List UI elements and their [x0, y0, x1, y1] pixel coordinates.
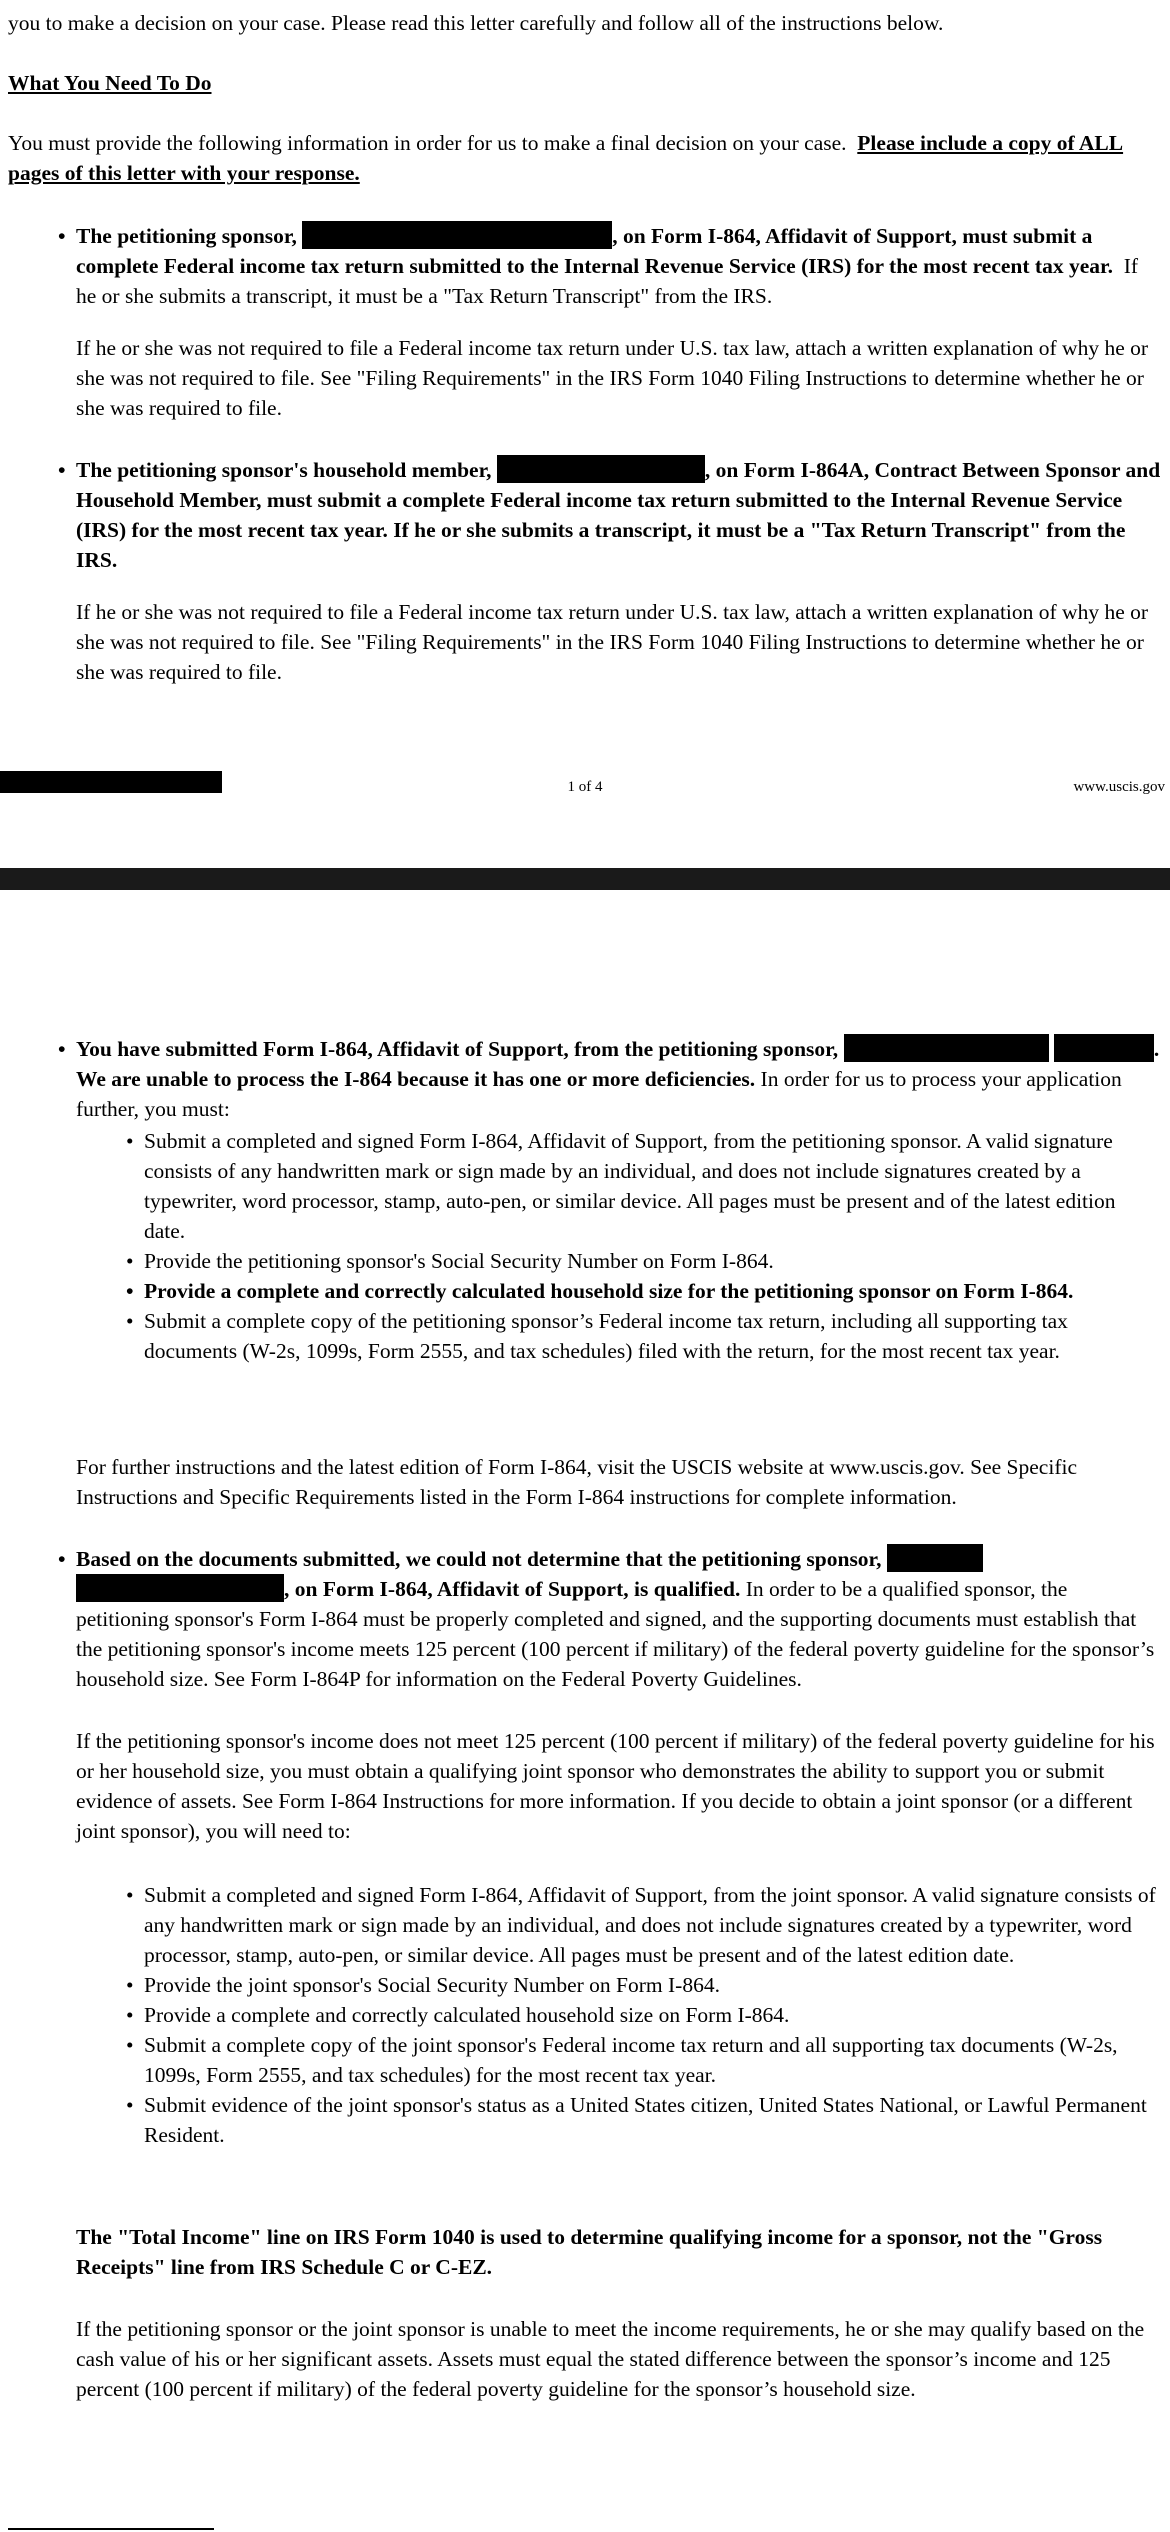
letter-page-1 [0, 0, 1170, 870]
list-item: • Provide the joint sponsor's Social Security Number on Form I-864. [126, 1970, 1162, 2000]
must-provide-paragraph [8, 128, 1158, 188]
bullet-4-lead: Based on the documents submitted, we could not determine that the petitioning sponsor, [76, 1547, 882, 1571]
intro-line: you to make a decision on your case. Please read this letter carefully and follow all of the instructions below. [8, 11, 944, 35]
bullet-1-tail: If he or she submits a transcript, it must be a "Tax Return Transcript" from the IRS. [76, 254, 1139, 308]
list-item: • Submit a completed and signed Form I-864, Affidavit of Support, from the petitioning sponsor. A valid signature consists of any handwritten mark or sign made by an individual, and does not include signatures created by a typewriter, word processor, stamp, auto-pen, or similar device. All pages must be present and of the latest edition date. [126, 1126, 1162, 1246]
list-item: • Submit evidence of the joint sponsor's status as a United States citizen, United States National, or Lawful Permanent Resident. [126, 2090, 1162, 2150]
bullet-1 [76, 221, 1162, 311]
bullet-3-bold: . We are unable to process the I-864 because it has one or more deficiencies. [76, 1037, 1160, 1091]
bullet-icon: • [58, 1037, 66, 1061]
list-item: • Submit a complete copy of the petitioning sponsor’s Federal income tax return, including all supporting tax documents (W-2s, 1099s, Form 2555, and tax schedules) filed with the return, for the most recent tax year. [126, 1306, 1162, 1366]
list-item: • Submit a complete copy of the joint sponsor's Federal income tax return and all supporting tax documents (W-2s, 1099s, Form 2555, and tax schedules) for the most recent tax year. [126, 2030, 1162, 2090]
redaction-box [302, 221, 612, 249]
bullet-3-list [126, 1126, 1162, 1366]
list-item: • Provide a complete and correctly calculated household size for the petitioning sponsor on Form I-864. [126, 1276, 1162, 1306]
total-income-note: The "Total Income" line on IRS Form 1040 is used to determine qualifying income for a sponsor, not the "Gross Receipts" line from IRS Schedule C or C-EZ. [76, 2225, 1103, 2279]
bullet-icon: • [58, 1547, 66, 1571]
bullet-4-list [126, 1880, 1162, 2150]
redaction-box [76, 1574, 284, 1602]
must-provide-bold: Please include a copy of ALL pages of this letter with your response. [8, 131, 1124, 185]
section-heading: What You Need To Do [8, 71, 212, 95]
page-separator [0, 868, 1170, 890]
redaction-box [1054, 1034, 1154, 1062]
must-provide-text: You must provide the following information in order for us to make a final decision on your case. [8, 131, 847, 155]
page-number: 1 of 4 [567, 779, 603, 795]
redaction-box [887, 1544, 983, 1572]
bullet-2 [76, 455, 1162, 575]
bullet-3-paragraph: For further instructions and the latest edition of Form I-864, visit the USCIS website at www.uscis.gov. See Specific Instructions and Specific Requirements listed in the Form I-864 instructions for complete information. [76, 1455, 1077, 1509]
bullet-4 [76, 1544, 1162, 1694]
bullet-2-paragraph: If he or she was not required to file a Federal income tax return under U.S. tax law, attach a written explanation of why he or she was not required to file. See "Filing Requirements" in the IRS Form 1040 Filing Instructions to determine whether he or she was required to file. [76, 600, 1149, 684]
redaction-box [497, 455, 705, 483]
assets-paragraph: If the petitioning sponsor or the joint sponsor is unable to meet the income requirements, he or she may qualify based on the cash value of his or her significant assets. Assets must equal the stated difference between the sponsor’s income and 125 percent (100 percent if military) of the federal poverty guideline for the sponsor’s household size. [76, 2317, 1145, 2401]
redaction-box [844, 1034, 1049, 1062]
bullet-3-lead: You have submitted Form I-864, Affidavit of Support, from the petitioning sponsor, [76, 1037, 839, 1061]
bullet-3-tail: In order for us to process your application further, you must: [76, 1067, 1122, 1121]
website-footer: www.uscis.gov [1073, 779, 1165, 795]
bullet-4-bold: , on Form I-864, Affidavit of Support, is qualified. [284, 1577, 741, 1601]
footnote-rule [8, 2528, 214, 2530]
footer-redaction-box [0, 771, 222, 793]
bullet-2-lead: The petitioning sponsor's household member, [76, 458, 492, 482]
bullet-1-paragraph: If he or she was not required to file a Federal income tax return under U.S. tax law, attach a written explanation of why he or she was not required to file. See "Filing Requirements" in the IRS Form 1040 Filing Instructions to determine whether he or she was required to file. [76, 336, 1149, 420]
bullet-icon: • [58, 224, 66, 248]
list-item: • Provide the petitioning sponsor's Social Security Number on Form I-864. [126, 1246, 1162, 1276]
letter-page-2 [0, 890, 1170, 2532]
list-item: • Provide a complete and correctly calculated household size on Form I-864. [126, 2000, 1162, 2030]
bullet-3 [76, 1034, 1162, 1124]
bullet-4-tail: In order to be a qualified sponsor, the petitioning sponsor's Form I-864 must be properly completed and signed, and the supporting documents must establish that the petitioning sponsor's income meets 125 percent (100 percent if military) of the federal poverty guideline for the sponsor’s household size. See Form I-864P for information on the Federal Poverty Guidelines. [76, 1577, 1155, 1691]
bullet-1-lead: The petitioning sponsor, [76, 224, 297, 248]
bullet-4-paragraph: If the petitioning sponsor's income does not meet 125 percent (100 percent if military) of the federal poverty guideline for his or her household size, you must obtain a qualifying joint sponsor who demonstrates the ability to support you or submit evidence of assets. See Form I-864 Instructions for more information. If you decide to obtain a joint sponsor (or a different joint sponsor), you will need to: [76, 1729, 1155, 1843]
bullet-1-bold: , on Form I-864, Affidavit of Support, must submit a complete Federal income tax return submitted to the Internal Revenue Service (IRS) for the most recent tax year. [76, 224, 1113, 278]
bullet-2-bold: , on Form I-864A, Contract Between Sponsor and Household Member, must submit a complete Federal income tax return submitted to the Internal Revenue Service (IRS) for the most recent tax year. If he or she submits a transcript, it must be a "Tax Return Transcript" from the IRS. [76, 458, 1161, 572]
bullet-icon: • [58, 458, 66, 482]
list-item: • Submit a completed and signed Form I-864, Affidavit of Support, from the joint sponsor. A valid signature consists of any handwritten mark or sign made by an individual, and does not include signatures created by a typewriter, word processor, stamp, auto-pen, or similar device. All pages must be present and of the latest edition date. [126, 1880, 1162, 1970]
